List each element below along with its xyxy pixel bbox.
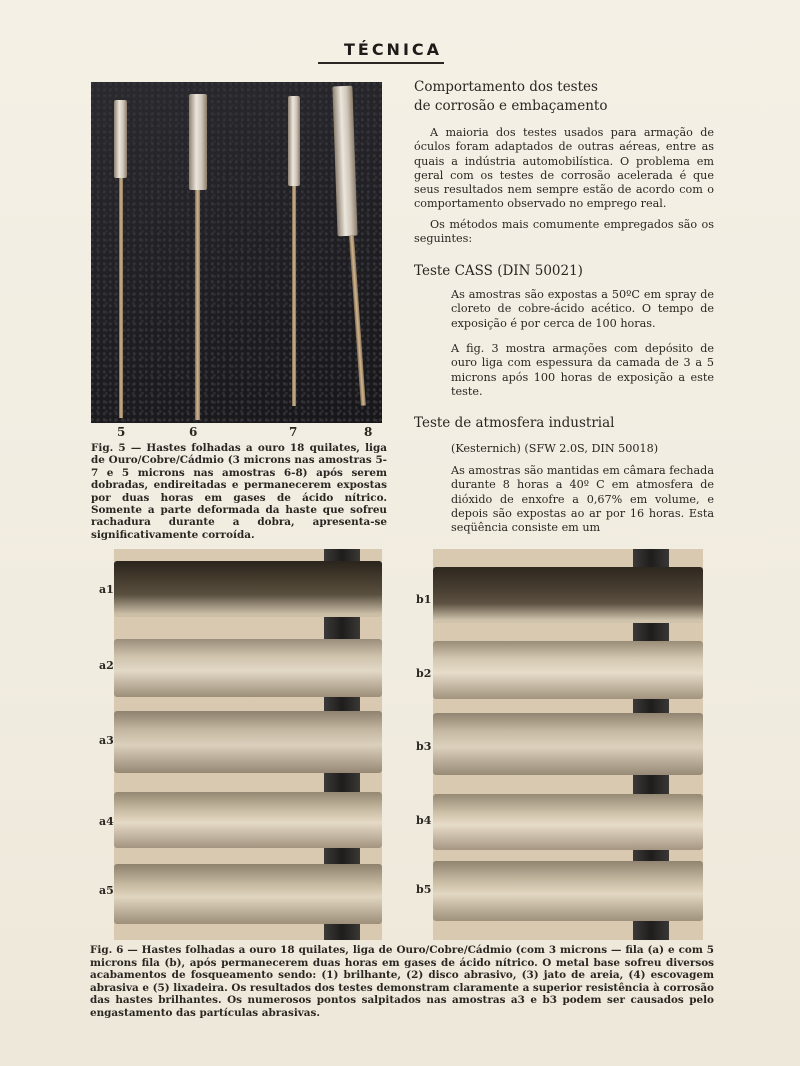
- bar-b2: [433, 641, 703, 699]
- bar-b1: [433, 567, 703, 623]
- row-label-a5: a5: [99, 884, 114, 897]
- temple-stem-5: [114, 100, 130, 420]
- figure-6-caption: Fig. 6 — Hastes folhadas a ouro 18 quilates, liga de Ouro/Cobre/Cádmio (com 3 microns — fila (a) e com 5 microns fila (b), após permanecerem duas horas em gases de ácido nítrico. O metal base sofreu diversos acabamentos de fosqueamento sendo: (1) brilhante, (2) disco abrasivo, (3) jato de areia, (4) escovagem abrasiva e (5) lixadeira. Os resultados dos testes demonstram claramente a superior resistência à corrosão das hastes brilhantes. Os numerosos pontos salpitados nas amostras a3 e b3 podem ser causados pelo engastamento das partículas abrasivas.: [90, 944, 714, 1019]
- article-column: [414, 78, 714, 246]
- cass-paragraph-1: As amostras são expostas a 50ºC em spray de cloreto de cobre-ácido acético. O tempo de exposição é por cerca de 100 horas.: [451, 288, 714, 330]
- row-label-b3: b3: [416, 740, 432, 753]
- sample-number-7: 7: [289, 425, 298, 439]
- bar-a2: [114, 639, 382, 697]
- sample-number-5: 5: [117, 425, 126, 439]
- sample-number-8: 8: [364, 425, 373, 439]
- bar-a1: [114, 561, 382, 617]
- bar-a5: [114, 864, 382, 924]
- header-underline: [318, 62, 444, 64]
- row-label-b5: b5: [416, 883, 432, 896]
- bar-b5: [433, 861, 703, 921]
- bar-a4: [114, 792, 382, 848]
- figure-5-caption: Fig. 5 — Hastes folhadas a ouro 18 quilates, liga de Ouro/Cobre/Cádmio (3 microns nas amostras 5-7 e 5 microns nas amostras 6-8) após serem dobradas, endireitadas e permanecerem expostas por duas horas em gases de ácido nítrico. Somente a parte deformada da haste que sofreu rachadura durante a dobra, apresenta-se significativamente corroída.: [91, 442, 387, 541]
- temple-stem-6: [189, 94, 209, 420]
- figure-5-photo: [91, 82, 382, 423]
- cass-paragraph-2: A fig. 3 mostra armações com depósito de ouro liga com espessura da camada de 3 a 5 microns após 100 horas de exposição a este teste.: [451, 342, 714, 398]
- industrial-test-subheading: (Kesternich) (SFW 2.0S, DIN 50018): [451, 442, 659, 455]
- bar-a3: [114, 711, 382, 773]
- row-label-a2: a2: [99, 659, 114, 672]
- row-label-b1: b1: [416, 593, 432, 606]
- temple-stem-8: [335, 86, 365, 406]
- paragraph-methods: Os métodos mais comumente empregados são os seguintes:: [414, 217, 714, 246]
- row-label-b2: b2: [416, 667, 432, 680]
- industrial-paragraph: As amostras são mantidas em câmara fechada durante 8 horas a 40º C em atmosfera de dióxido de enxofre a 0,67% em volume, e depois são expostas ao ar por 16 horas. Esta seqüência consiste em um: [451, 464, 714, 535]
- row-label-b4: b4: [416, 814, 432, 827]
- section-header: TÉCNICA: [343, 40, 443, 59]
- industrial-test-heading: Teste de atmosfera industrial: [414, 415, 615, 431]
- paragraph-intro: A maioria dos testes usados para armação de óculos foram adaptados de outras aéreas, entre as quais a indústria automobilística. O problema em geral com os testes de corrosão acelerada é que seus resultados nem sempre estão de acordo com o comportamento observado no emprego real.: [414, 126, 714, 211]
- row-label-a1: a1: [99, 583, 114, 596]
- row-label-a3: a3: [99, 734, 114, 747]
- figure-6-photo-a: [114, 549, 382, 940]
- section-heading-line1: Comportamento dos testes: [414, 79, 598, 95]
- cass-test-heading: Teste CASS (DIN 50021): [414, 263, 583, 279]
- figure-6-photo-b: [433, 549, 703, 940]
- bar-b4: [433, 794, 703, 850]
- temple-stem-7: [288, 96, 304, 406]
- row-label-a4: a4: [99, 815, 114, 828]
- bar-b3: [433, 713, 703, 775]
- section-heading-line2: de corrosão e embaçamento: [414, 98, 608, 114]
- sample-number-6: 6: [189, 425, 198, 439]
